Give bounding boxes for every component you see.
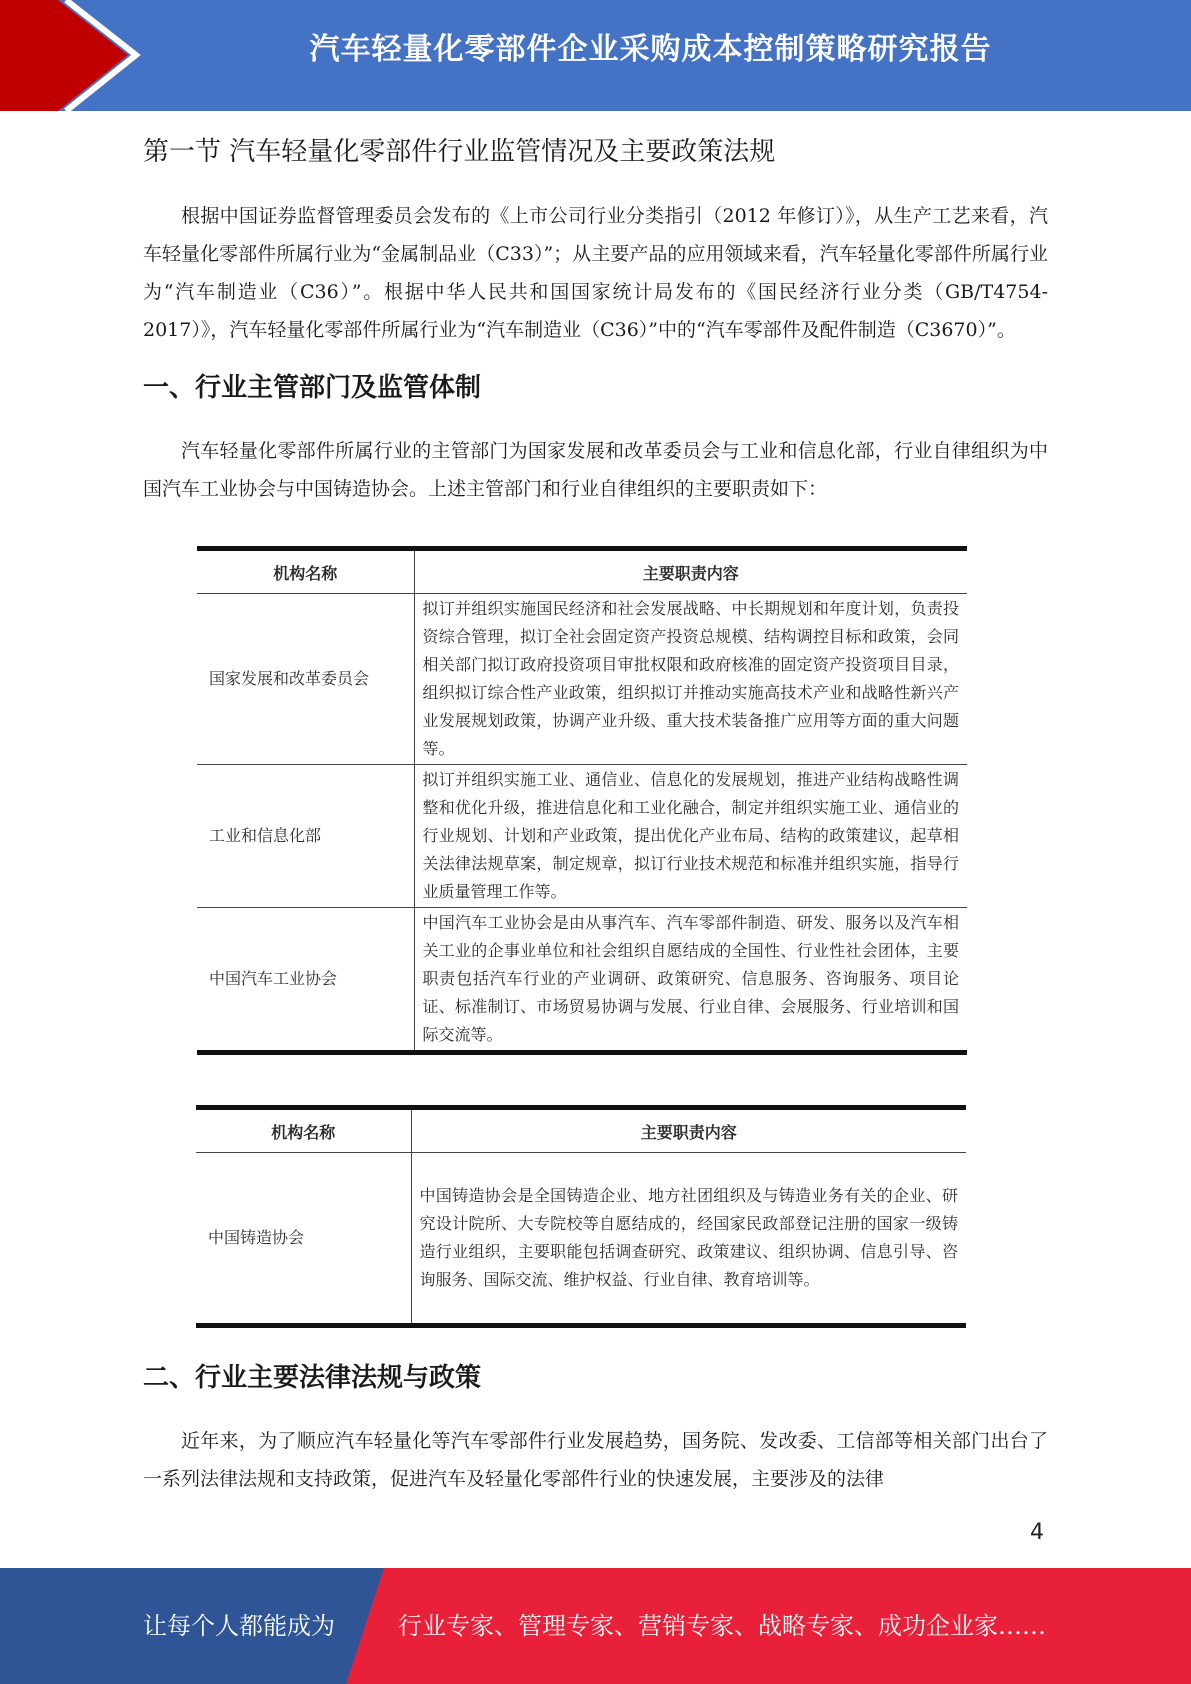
duty-table-2	[196, 1105, 966, 1328]
intro-paragraph: 根据中国证券监督管理委员会发布的《上市公司行业分类指引（2012 年修订）》，从生产工艺来看，汽车轻量化零部件所属行业为“金属制品业（C33）”；从主要产品的应用领域来看，汽车轻量化零部件所属行业为“汽车制造业（C36）”。根据中华人民共和国国家统计局发布的《国民经济行业分类（GB/T4754-2017）》，汽车轻量化零部件所属行业为“汽车制造业（C36）”中的“汽车零部件及配件制造（C3670）”。	[143, 205, 1048, 341]
table1-header-duty: 主要职责内容	[414, 549, 967, 594]
page-footer	[0, 1568, 1191, 1684]
page-number: 4	[1030, 1520, 1044, 1545]
footer-tagline: 行业专家、管理专家、营销专家、战略专家、成功企业家……	[398, 1612, 1046, 1640]
part1-heading: 一、行业主管部门及监管体制	[143, 373, 482, 403]
table-cell-duty: 拟订并组织实施工业、通信业、信息化的发展规划，推进产业结构战略性调整和优化升级，推进信息化和工业化融合，制定并组织实施工业、通信业的行业规划、计划和产业政策，提出优化产业布局、结构的政策建议，起草相关法律法规草案，制定规章，拟订行业技术规范和标准并组织实施，指导行业质量管理工作等。	[414, 765, 967, 908]
table-cell-duty: 拟订并组织实施国民经济和社会发展战略、中长期规划和年度计划，负责投资综合管理，拟订全社会固定资产投资总规模、结构调控目标和政策，会同相关部门拟订政府投资项目审批权限和政府核准的固定资产投资项目目录，组织拟订综合性产业政策，组织拟订并推动实施高技术产业和战略性新兴产业发展规划政策，协调产业升级、重大技术装备推广应用等方面的重大问题等。	[414, 594, 967, 765]
table-cell-duty: 中国汽车工业协会是由从事汽车、汽车零部件制造、研发、服务以及汽车相关工业的企事业单位和社会组织自愿结成的全国性、行业性社会团体，主要职责包括汽车行业的产业调研、政策研究、信息服务、咨询服务、项目论证、标准制订、市场贸易协调与发展、行业自律、会展服务、行业培训和国际交流等。	[414, 908, 967, 1053]
part1-paragraph: 汽车轻量化零部件所属行业的主管部门为国家发展和改革委员会与工业和信息化部，行业自律组织为中国汽车工业协会与中国铸造协会。上述主管部门和行业自律组织的主要职责如下：	[143, 440, 1048, 500]
header-arrow-decoration	[0, 0, 160, 111]
table1-header-org: 机构名称	[197, 549, 414, 594]
part2-paragraph: 近年来，为了顺应汽车轻量化等汽车零部件行业发展趋势，国务院、发改委、工信部等相关部门出台了一系列法律法规和支持政策，促进汽车及轻量化零部件行业的快速发展，主要涉及的法律	[143, 1430, 1048, 1490]
table-cell-duty: 中国铸造协会是全国铸造企业、地方社团组织及与铸造业务有关的企业、研究设计院所、大专院校等自愿结成的，经国家民政部登记注册的国家一级铸造行业组织，主要职能包括调查研究、政策建议、组织协调、信息引导、咨询服务、国际交流、维护权益、行业自律、教育培训等。	[411, 1153, 966, 1326]
part2-heading: 二、行业主要法律法规与政策	[143, 1363, 482, 1393]
duty-table-1	[197, 546, 967, 1055]
table-cell-org: 中国汽车工业协会	[197, 908, 414, 1053]
page-header	[0, 0, 1191, 111]
table-cell-org: 国家发展和改革委员会	[197, 594, 414, 765]
table-row	[197, 765, 967, 908]
footer-slogan: 让每个人都能成为	[143, 1612, 335, 1640]
table-cell-org: 中国铸造协会	[196, 1153, 411, 1326]
table-row	[197, 594, 967, 765]
table-cell-org: 工业和信息化部	[197, 765, 414, 908]
section-title: 第一节 汽车轻量化零部件行业监管情况及主要政策法规	[143, 137, 776, 167]
report-title: 汽车轻量化零部件企业采购成本控制策略研究报告	[309, 32, 992, 67]
table-row	[197, 908, 967, 1053]
table-row	[196, 1153, 966, 1326]
page-content	[143, 130, 1048, 1498]
table2-header-org: 机构名称	[196, 1108, 411, 1153]
table2-header-duty: 主要职责内容	[411, 1108, 966, 1153]
